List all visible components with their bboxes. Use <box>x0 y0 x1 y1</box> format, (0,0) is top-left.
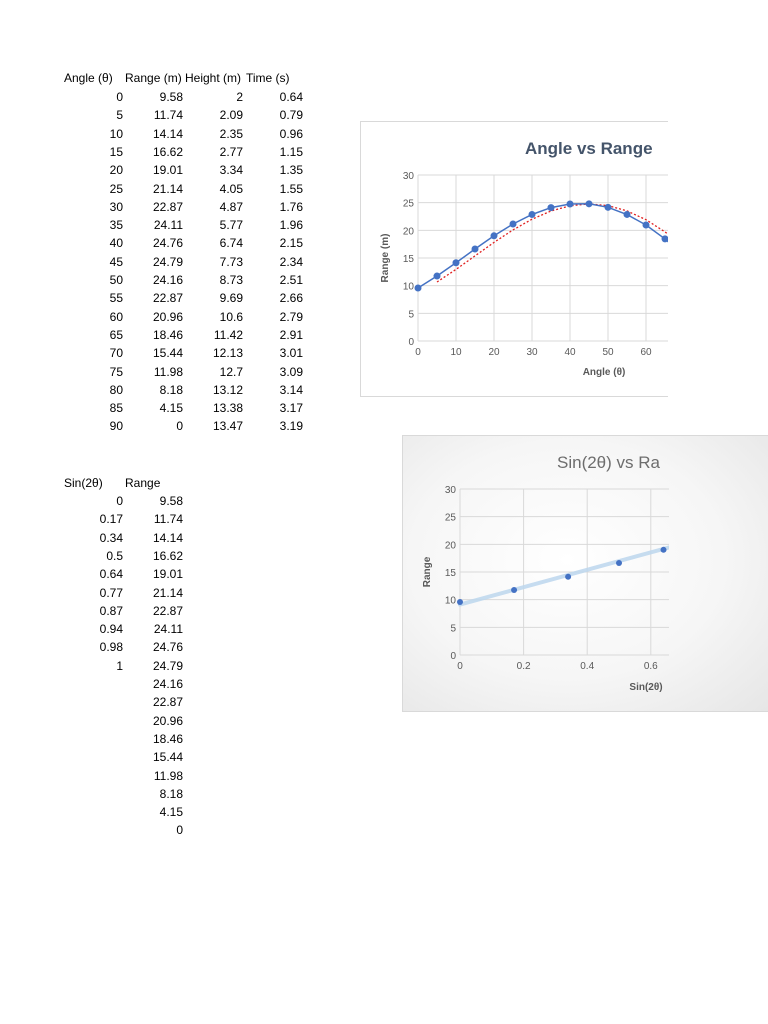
table-cell: 45 <box>109 254 123 269</box>
table-cell: 4.15 <box>159 401 183 416</box>
x-tick-label: 60 <box>640 347 652 358</box>
table-cell: 0 <box>116 90 123 104</box>
table-cell: 7.73 <box>219 254 243 269</box>
table-cell: 60 <box>109 309 123 324</box>
table-cell: 1.15 <box>279 144 303 159</box>
data-point <box>491 232 498 239</box>
x-tick-label: 0.6 <box>643 661 658 672</box>
table-cell: 80 <box>109 382 123 397</box>
column-header: Sin(2θ) <box>64 476 103 490</box>
table-cell: 24.16 <box>152 677 183 691</box>
table-cell: 5 <box>116 108 123 123</box>
table-cell: 1.35 <box>279 163 303 178</box>
data-point <box>453 259 460 266</box>
table-cell: 2.09 <box>219 108 243 123</box>
table-cell: 1.55 <box>279 181 303 196</box>
data-point <box>565 574 571 580</box>
column-header: Time (s) <box>246 71 290 85</box>
table-cell: 13.38 <box>212 401 243 416</box>
table-cell: 11.42 <box>213 327 243 342</box>
data-point <box>472 246 479 253</box>
table-cell: 65 <box>109 327 123 342</box>
sin-vs-range-chart[interactable] <box>402 435 768 712</box>
table-cell: 3.17 <box>279 401 303 416</box>
table-cell: 0 <box>176 823 183 838</box>
table-cell: 1.96 <box>279 218 303 233</box>
table-cell: 0.79 <box>279 108 303 123</box>
y-axis-label: Range <box>422 556 433 588</box>
x-axis-label: Angle (θ) <box>582 367 626 378</box>
table-cell: 9.58 <box>159 494 183 508</box>
table-cell: 70 <box>109 346 123 361</box>
table-cell: 11.74 <box>153 512 183 527</box>
table-cell: 6.74 <box>219 236 243 251</box>
y-tick-label: 5 <box>450 623 456 635</box>
table-cell: 5.77 <box>219 218 243 233</box>
x-tick-label: 0 <box>415 347 421 358</box>
table-cell: 13.47 <box>212 419 243 434</box>
table-cell: 0.87 <box>99 603 123 618</box>
table-cell: 2.79 <box>279 309 303 324</box>
table-cell: 4.15 <box>159 805 183 820</box>
table-cell: 55 <box>109 291 123 306</box>
table-cell: 3.14 <box>279 382 303 397</box>
table-cell: 24.76 <box>152 640 183 655</box>
table-cell: 22.87 <box>152 695 183 710</box>
data-point <box>457 599 463 605</box>
table-cell: 1.76 <box>279 199 303 214</box>
table-cell: 4.05 <box>219 181 243 196</box>
y-axis-label: Range (m) <box>380 233 391 283</box>
table-cell: 2.15 <box>279 236 303 251</box>
table-cell: 0 <box>176 419 183 434</box>
table-cell: 22.87 <box>152 603 183 618</box>
y-tick-label: 10 <box>444 595 456 607</box>
table-cell: 2.51 <box>279 273 303 287</box>
y-tick-label: 5 <box>408 309 414 321</box>
x-tick-label: 0.2 <box>516 661 531 672</box>
table-cell: 1 <box>116 658 123 673</box>
table-cell: 3.34 <box>219 163 243 178</box>
y-tick-label: 15 <box>444 568 456 579</box>
y-tick-label: 30 <box>402 171 414 182</box>
table-cell: 2.34 <box>279 254 303 269</box>
table-cell: 10.6 <box>219 309 243 324</box>
table-cell: 2.77 <box>219 144 243 159</box>
table-cell: 2.66 <box>279 291 303 306</box>
x-tick-label: 30 <box>526 347 538 358</box>
data-point <box>415 284 422 291</box>
table-cell: 15 <box>109 144 123 159</box>
table-cell: 85 <box>109 401 123 416</box>
y-tick-label: 25 <box>402 198 414 210</box>
table-cell: 3.19 <box>279 419 303 434</box>
data-point <box>643 222 650 229</box>
table-cell: 14.14 <box>152 126 183 141</box>
x-tick-label: 10 <box>450 347 462 358</box>
table-cell: 0.94 <box>99 622 123 637</box>
table-cell: 3.09 <box>279 364 303 379</box>
table-cell: 19.01 <box>152 163 183 178</box>
chart-title: Sin(2θ) vs Ra <box>557 453 660 472</box>
table-cell: 24.11 <box>153 218 183 233</box>
table-cell: 14.14 <box>152 530 183 545</box>
table-cell: 2.91 <box>279 327 303 342</box>
table-cell: 15.44 <box>152 346 183 361</box>
data-point <box>586 200 593 207</box>
table-cell: 11.98 <box>153 364 183 379</box>
table-cell: 35 <box>109 218 123 233</box>
table-cell: 75 <box>109 364 123 379</box>
angle-vs-range-plot <box>361 122 668 397</box>
table-cell: 2 <box>236 90 243 104</box>
x-axis-label: Sin(2θ) <box>629 682 663 693</box>
table-cell: 0.5 <box>106 548 123 563</box>
table-cell: 22.87 <box>152 199 183 214</box>
table-cell: 4.87 <box>219 199 243 214</box>
data-point <box>511 587 517 593</box>
table-cell: 13.12 <box>212 382 243 397</box>
column-header: Angle (θ) <box>64 71 113 85</box>
column-header: Height (m) <box>185 71 242 85</box>
y-tick-label: 25 <box>444 512 456 524</box>
data-point <box>434 273 441 280</box>
data-point <box>605 204 612 211</box>
table-cell: 20.96 <box>152 713 183 728</box>
table-cell: 24.79 <box>152 658 183 673</box>
table-cell: 25 <box>109 181 123 196</box>
data-point <box>616 560 622 566</box>
table-cell: 40 <box>109 236 123 251</box>
table-cell: 18.46 <box>152 327 183 342</box>
table-cell: 24.11 <box>153 622 183 637</box>
y-tick-label: 20 <box>402 226 414 238</box>
table-cell: 18.46 <box>152 731 183 746</box>
table-cell: 0.77 <box>99 585 123 600</box>
table-cell: 9.58 <box>159 90 183 104</box>
x-tick-label: 50 <box>602 347 614 358</box>
table-cell: 15.44 <box>152 750 183 765</box>
chart-title: Angle vs Range <box>525 139 653 158</box>
trendline <box>460 518 669 605</box>
table-cell: 9.69 <box>219 291 243 306</box>
y-tick-label: 0 <box>408 337 414 348</box>
data-point <box>624 211 631 218</box>
table-cell: 0.34 <box>99 530 123 545</box>
table-cell: 21.14 <box>152 585 183 600</box>
data-point <box>661 547 667 553</box>
table-cell: 0.64 <box>99 567 123 582</box>
data-point <box>529 211 536 218</box>
column-header: Range <box>125 476 161 490</box>
table-cell: 0.64 <box>279 90 303 104</box>
table-cell: 10 <box>109 126 123 141</box>
table-cell: 24.79 <box>152 254 183 269</box>
trendline <box>437 204 668 330</box>
data-point <box>567 200 574 207</box>
x-tick-label: 0.4 <box>580 661 595 672</box>
table-cell: 50 <box>109 273 123 287</box>
table-cell: 20.96 <box>152 309 183 324</box>
table-cell: 11.74 <box>153 108 183 123</box>
x-tick-label: 40 <box>564 347 576 358</box>
x-tick-label: 0 <box>457 661 463 672</box>
table-cell: 19.01 <box>152 567 183 582</box>
table-cell: 12.7 <box>219 364 243 379</box>
table-cell: 90 <box>109 419 123 434</box>
table-cell: 16.62 <box>152 548 183 563</box>
data-point <box>548 204 555 211</box>
y-tick-label: 20 <box>444 540 456 552</box>
angle-vs-range-chart[interactable] <box>360 121 668 397</box>
table-cell: 16.62 <box>152 144 183 159</box>
table-cell: 0.17 <box>99 512 123 527</box>
table-cell: 21.14 <box>152 181 183 196</box>
table-cell: 0.96 <box>279 126 303 141</box>
data-point <box>510 221 517 228</box>
sin-vs-range-plot <box>403 436 669 711</box>
table-cell: 8.18 <box>159 382 183 397</box>
table-cell: 12.13 <box>212 346 243 361</box>
table-cell: 8.73 <box>219 273 243 287</box>
table-cell: 3.01 <box>279 346 303 361</box>
table-cell: 11.98 <box>153 768 183 783</box>
table-cell: 0 <box>116 494 123 508</box>
table-cell: 8.18 <box>159 786 183 801</box>
table-cell: 30 <box>109 199 123 214</box>
y-tick-label: 30 <box>444 485 456 496</box>
y-tick-label: 0 <box>450 651 456 662</box>
y-tick-label: 10 <box>402 281 414 293</box>
y-tick-label: 15 <box>402 254 414 265</box>
table-cell: 20 <box>109 163 123 178</box>
table-cell: 2.35 <box>219 126 243 141</box>
column-header: Range (m) <box>125 71 182 85</box>
table-cell: 24.16 <box>152 273 183 287</box>
table-cell: 22.87 <box>152 291 183 306</box>
x-tick-label: 20 <box>488 347 500 358</box>
table-cell: 0.98 <box>99 640 123 655</box>
table-cell: 24.76 <box>152 236 183 251</box>
